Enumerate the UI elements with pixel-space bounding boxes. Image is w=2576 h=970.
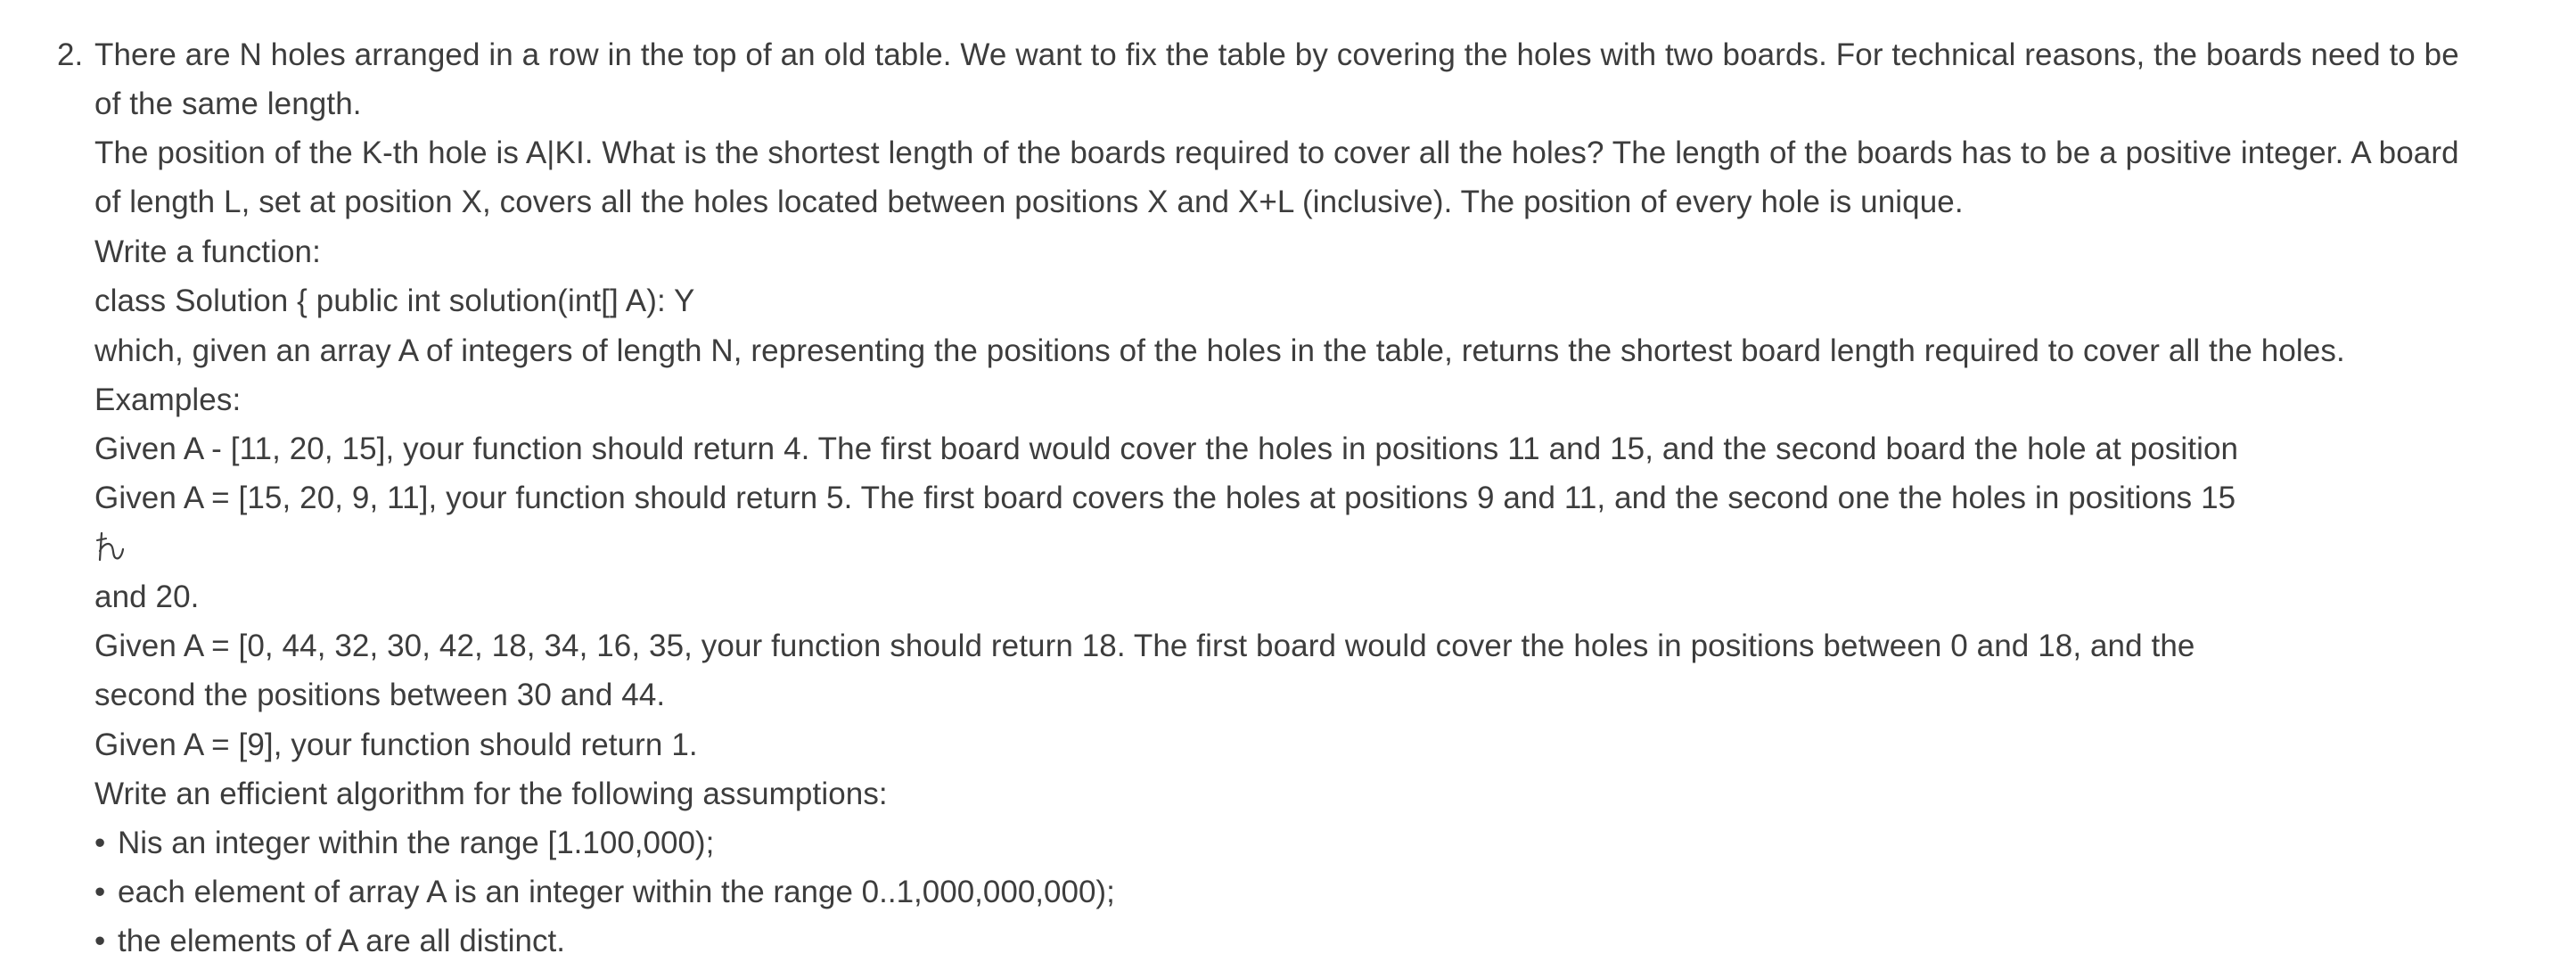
bullet-marker: • <box>94 875 106 909</box>
code-signature: class Solution { public int solution(int[] A): Y <box>94 284 695 318</box>
example-line: and 20. <box>94 580 200 614</box>
bullet-marker: • <box>94 924 106 958</box>
assumption-item: the elements of A are all distinct. <box>118 924 565 958</box>
problem-line: of length L, set at position X, covers all the holes located between positions X and X+L (inclusive). The position of every hole is unique. <box>94 185 1964 219</box>
problem-number: 2. <box>57 37 84 72</box>
problem-line: which, given an array A of integers of length N, representing the positions of the holes in the table, returns the shortest board length required to cover all the holes. <box>94 333 2345 368</box>
assumptions-heading: Write an efficient algorithm for the following assumptions: <box>94 777 888 811</box>
examples-heading: Examples: <box>94 382 242 417</box>
problem-line: There are N holes arranged in a row in the top of an old table. We want to fix the table by covering the holes with two boards. For technical reasons, the boards need to be <box>94 37 2459 72</box>
assumption-item: Nis an integer within the range [1.100,000); <box>118 826 715 860</box>
bullet-marker: • <box>94 826 106 860</box>
assumption-item: each element of array A is an integer within the range 0..1,000,000,000); <box>118 875 1115 909</box>
example-line: Given A = [0, 44, 32, 30, 42, 18, 34, 16, 35, your function should return 18. The first board would cover the holes in positions between 0 and 18, and the <box>94 629 2195 663</box>
problem-line: of the same length. <box>94 86 362 121</box>
example-line: Given A = [15, 20, 9, 11], your function should return 5. The first board covers the holes at positions 9 and 11, and the second one the holes in positions 15 <box>94 481 2236 515</box>
example-line: Given A - [11, 20, 15], your function should return 4. The first board would cover the holes in positions 11 and 15, and the second board the hole at position <box>94 432 2239 466</box>
handwritten-mark <box>96 531 127 565</box>
problem-line: The position of the K-th hole is A|KI. What is the shortest length of the boards required to cover all the holes? The length of the boards has to be a positive integer. A board <box>94 136 2459 170</box>
example-line: second the positions between 30 and 44. <box>94 678 666 712</box>
example-line: Given A = [9], your function should return 1. <box>94 728 698 762</box>
problem-line: Write a function: <box>94 234 321 269</box>
